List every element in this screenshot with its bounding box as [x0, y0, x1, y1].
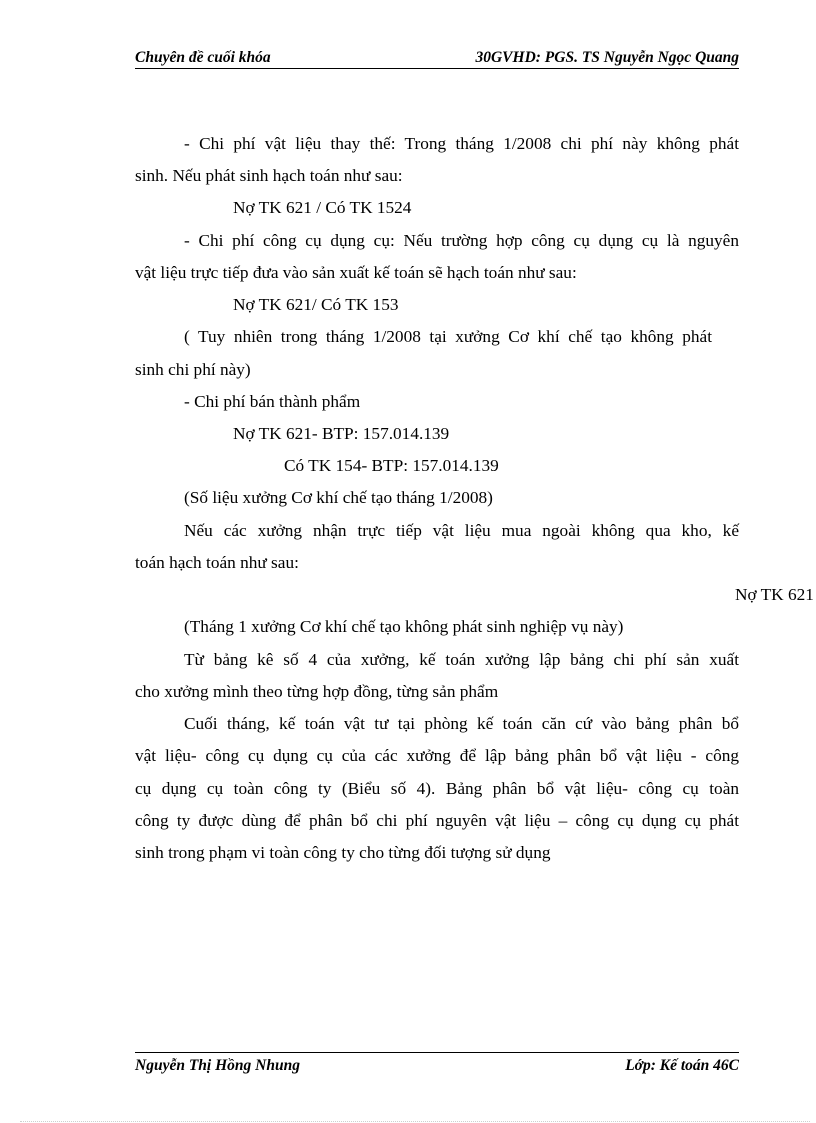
- journal-entry: Nợ TK 621- BTP: 157.014.139: [233, 424, 450, 443]
- header-course-title: Chuyên đề cuối khóa: [135, 49, 271, 66]
- text-line: (Tháng 1 xưởng Cơ khí chế tạo không phát sinh nghiệp vụ này): [184, 617, 624, 636]
- page-header: [135, 48, 739, 69]
- text-line: công ty được dùng để phân bổ chi phí nguyên vật liệu – công cụ dụng cụ phát: [135, 811, 739, 830]
- text-line: Nếu các xưởng nhận trực tiếp vật liệu mua ngoài không qua kho, kế: [184, 521, 739, 540]
- text-line: vật liệu- công cụ dụng cụ của các xưởng để lập bảng phân bổ vật liệu - công: [135, 746, 739, 765]
- text-line: sinh trong phạm vi toàn công ty cho từng đối tượng sử dụng: [135, 843, 551, 862]
- journal-entry-cropped: Nợ TK 621: [735, 585, 814, 604]
- text-line: vật liệu trực tiếp đưa vào sản xuất kế toán sẽ hạch toán như sau:: [135, 263, 577, 282]
- text-line: toán hạch toán như sau:: [135, 553, 299, 572]
- text-line: Cuối tháng, kế toán vật tư tại phòng kế toán căn cứ vào bảng phân bổ: [184, 714, 739, 733]
- header-supervisor: 30GVHD: PGS. TS Nguyễn Ngọc Quang: [475, 49, 739, 66]
- text-line: sinh chi phí này): [135, 360, 251, 379]
- footer-author: Nguyễn Thị Hồng Nhung: [135, 1057, 300, 1074]
- text-line: - Chi phí công cụ dụng cụ: Nếu trường hợp công cụ dụng cụ là nguyên: [184, 231, 739, 250]
- journal-entry: Có TK 154- BTP: 157.014.139: [284, 456, 499, 475]
- text-line: cho xưởng mình theo từng hợp đồng, từng sản phẩm: [135, 682, 499, 701]
- journal-entry: Nợ TK 621 / Có TK 1524: [233, 198, 412, 217]
- text-line: ( Tuy nhiên trong tháng 1/2008 tại xưởng Cơ khí chế tạo không phát: [184, 327, 712, 346]
- text-line: - Chi phí bán thành phẩm: [184, 392, 361, 411]
- text-line: Từ bảng kê số 4 của xưởng, kế toán xưởng lập bảng chi phí sản xuất: [184, 650, 739, 669]
- text-line: (Số liệu xưởng Cơ khí chế tạo tháng 1/2008): [184, 488, 493, 507]
- footer-class: Lớp: Kế toán 46C: [625, 1057, 739, 1074]
- text-line: sinh. Nếu phát sinh hạch toán như sau:: [135, 166, 403, 185]
- page-bottom-border: [20, 1121, 810, 1122]
- journal-entry: Nợ TK 621/ Có TK 153: [233, 295, 399, 314]
- text-line: cụ dụng cụ toàn công ty (Biểu số 4). Bảng phân bổ vật liệu- công cụ toàn: [135, 779, 739, 798]
- text-line: - Chi phí vật liệu thay thế: Trong tháng 1/2008 chi phí này không phát: [184, 134, 739, 153]
- page-footer: [135, 1052, 739, 1078]
